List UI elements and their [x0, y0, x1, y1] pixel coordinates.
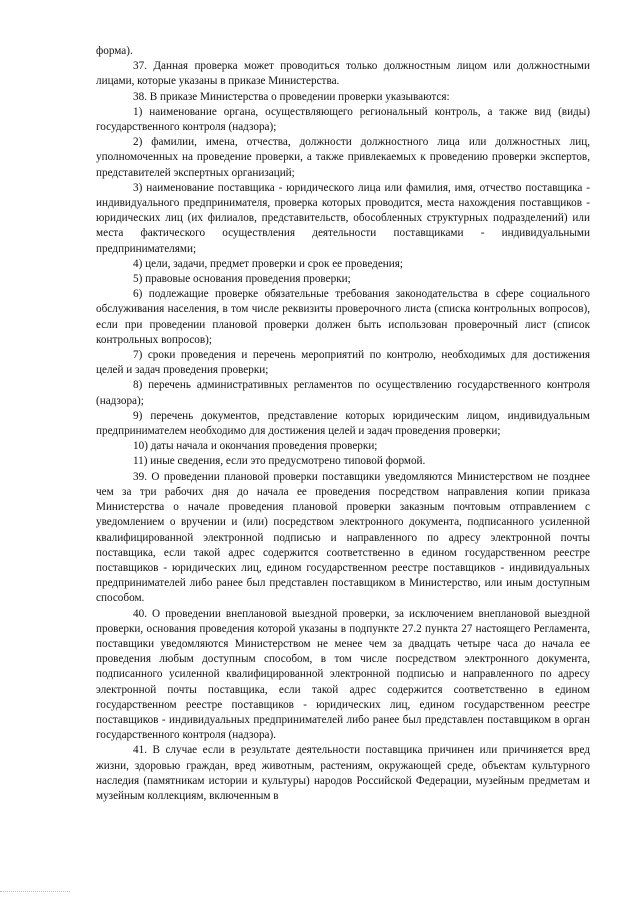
paragraph-continuation: форма).	[96, 45, 133, 57]
list-item-2: 2) фамилии, имена, отчества, должности должностного лица или должностных лиц, уполномоченных на проведение проверки, а также привлекаемых к проведению проверки экспертов, представителей экспертных организаций;	[96, 136, 590, 179]
paragraph-39: 39. О проведении плановой проверки поставщики уведомляются Министерством не позднее чем за три рабочих дня до начала ее проведения посредством направления копии приказа Министерства о начале проведения плановой проверки заказным почтовым отправлением с уведомлением о вручении и (или) посредством электронного документа, подписанного усиленной квалифицированной электронной подписью и направленного по адресу электронной почты поставщика, если такой адрес содержится соответственно в едином государственном реестре поставщиков - юридических лиц, едином государственном реестре поставщиков - индивидуальных предпринимателей либо ранее был представлен поставщиком в Министерство, или иным доступным способом.	[96, 470, 590, 605]
list-item-5: 5) правовые основания проведения проверки;	[133, 273, 351, 286]
list-item-6: 6) подлежащие проверке обязательные требования законодательства в сфере социального обслуживания населения, в том числе реквизиты проверочного листа (списка контрольных вопросов), если при проведении плановой проверки должен быть использован проверочный лист (список контрольных вопросов);	[96, 288, 590, 346]
footer-divider	[0, 891, 70, 892]
document-page	[96, 44, 590, 804]
list-item-11: 11) иные сведения, если это предусмотрено типовой формой.	[133, 455, 426, 468]
list-item-9: 9) перечень документов, представление которых юридическим лицом, индивидуальным предпринимателем необходимо для достижения целей и задач проведения проверки;	[96, 409, 590, 438]
list-item-10: 10) даты начала и окончания проведения проверки;	[133, 440, 378, 453]
paragraph-40: 40. О проведении внеплановой выездной проверки, за исключением внеплановой выездной проверки, основания проведения которой указаны в подпункте 27.2 пункта 27 настоящего Регламента, поставщики уведомляются Министерством не менее чем за двадцать четыре часа до начала ее проведения любым доступным способом, в том числе посредством электронного документа, подписанного усиленной квалифицированной электронной подписью и направленного по адресу электронной почты поставщика, если такой адрес содержится соответственно в едином государственном реестре поставщиков - юридических лиц, едином государственном реестре поставщиков - индивидуальных предпринимателей либо ранее был представлен поставщиком в орган государственного контроля (надзора).	[96, 607, 590, 742]
list-item-7: 7) сроки проведения и перечень мероприятий по контролю, необходимых для достижения целей и задач проведения проверки;	[96, 349, 590, 377]
paragraph-37: 37. Данная проверка может проводиться только должностным лицом или должностными лицами, которые указаны в приказе Министерства.	[96, 60, 590, 88]
paragraph-38: 38. В приказе Министерства о проведении проверки указываются:	[133, 90, 450, 103]
list-item-1: 1) наименование органа, осуществляющего региональный контроль, а также вид (виды) государственного контроля (надзора);	[96, 105, 590, 134]
list-item-3: 3) наименование поставщика - юридического лица или фамилия, имя, отчество поставщика - индивидуального предпринимателя, проверка которых проводится, места нахождения поставщиков - юридических лиц (их филиалов, представительств, обособленных структурных подразделений) или места фактического осуществления деятельности поставщиками - индивидуальными предпринимателями;	[96, 181, 590, 255]
list-item-8: 8) перечень административных регламентов по осуществлению государственного контроля (надзора);	[96, 379, 590, 407]
list-item-4: 4) цели, задачи, предмет проверки и срок ее проведения;	[133, 257, 404, 270]
paragraph-41: 41. В случае если в результате деятельности поставщика причинен или причиняется вред жизни, здоровью граждан, вред животным, растениям, окружающей среде, объектам культурного наследия (памятникам истории и культуры) народов Российской Федерации, музейным предметам и музейным коллекциям, включенным в	[96, 744, 590, 802]
